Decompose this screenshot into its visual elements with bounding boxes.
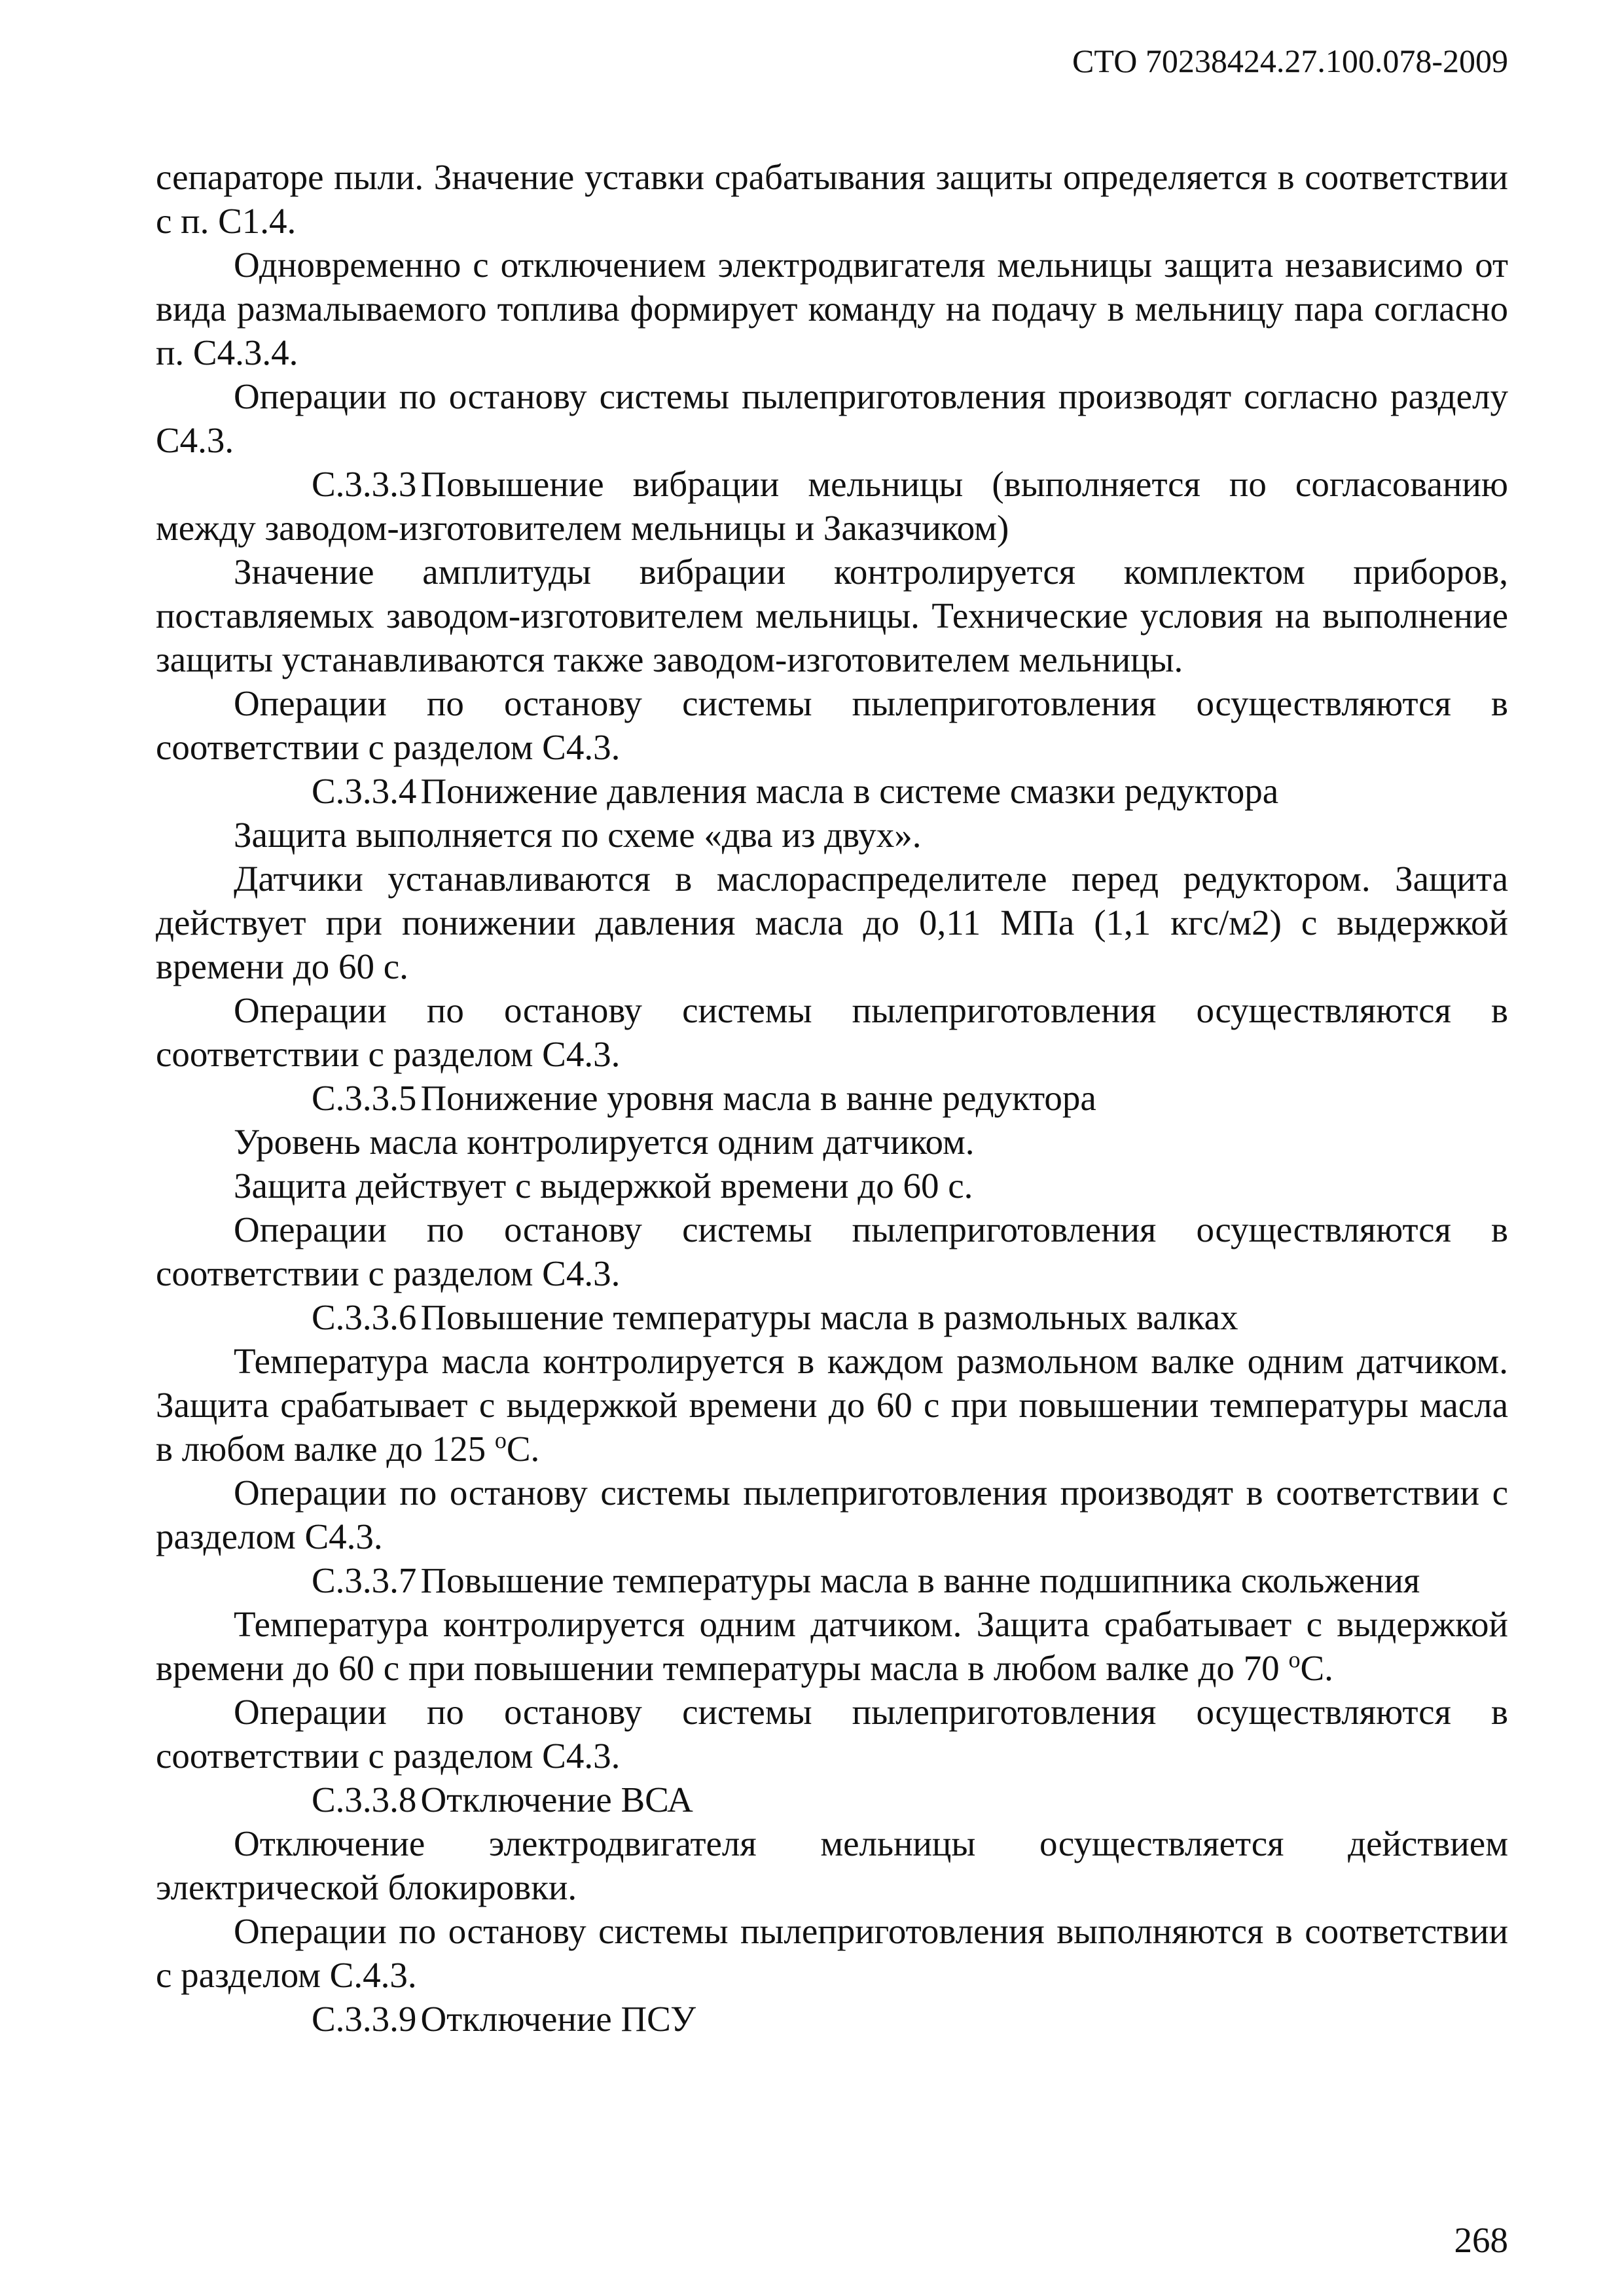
section-heading xyxy=(156,1778,1508,1821)
paragraph-text: Отключение электродвигателя мельницы осуществляется действием электрической блокировки. xyxy=(156,1823,1508,1907)
paragraph-text: Операции по останову системы пылеприготовления осуществляются в соответствии с разделом С4.3. xyxy=(156,1210,1508,1293)
paragraph-text: Значение амплитуды вибрации контролируется комплектом приборов, поставляемых заводом-изготовителем мельницы. Технические условия на выполнение защиты устанавливаются также заводом-изготовителем мельницы. xyxy=(156,552,1508,679)
section-heading xyxy=(156,1295,1508,1339)
section-heading xyxy=(156,1997,1508,2041)
section-number: С.3.3.9 xyxy=(312,1999,417,2039)
paragraph-text: Понижение уровня масла в ванне редуктора xyxy=(420,1078,1096,1118)
paragraph xyxy=(156,155,1508,243)
paragraph-text: Повышение вибрации мельницы (выполняется по согласованию между заводом-изготовителем мельницы и Заказчиком) xyxy=(156,464,1508,548)
paragraph xyxy=(156,813,1508,857)
section-heading xyxy=(156,1558,1508,1602)
paragraph xyxy=(156,1339,1508,1471)
paragraph-text: Понижение давления масла в системе смазки редуктора xyxy=(420,771,1279,811)
paragraph xyxy=(156,681,1508,769)
page-number: 268 xyxy=(1454,2220,1508,2260)
paragraph xyxy=(156,1909,1508,1997)
paragraph-text-tail: С. xyxy=(506,1429,540,1469)
paragraph-text: Одновременно с отключением электродвигателя мельницы защита независимо от вида размалываемого топлива формирует команду на подачу в мельницу пара согласно п. С4.3.4. xyxy=(156,245,1508,372)
paragraph-text: Повышение температуры масла в размольных валках xyxy=(420,1297,1238,1337)
section-number: С.3.3.4 xyxy=(312,771,417,811)
paragraph-text: Операции по останову системы пылеприготовления выполняются в соответствии с разделом С.4.3. xyxy=(156,1911,1508,1995)
section-number: С.3.3.5 xyxy=(312,1078,417,1118)
section-number: С.3.3.8 xyxy=(312,1780,417,1820)
document-code: СТО 70238424.27.100.078-2009 xyxy=(1072,43,1508,79)
paragraph-text: сепараторе пыли. Значение уставки срабатывания защиты определяется в соответствии с п. С1.4. xyxy=(156,157,1508,241)
paragraph-text: Отключение ВСА xyxy=(420,1780,693,1820)
paragraph xyxy=(156,1208,1508,1295)
paragraph-text: Уровень масла контролируется одним датчиком. xyxy=(234,1122,975,1162)
paragraph-text: Отключение ПСУ xyxy=(420,1999,696,2039)
paragraph-text: Датчики устанавливаются в маслораспределителе перед редуктором. Защита действует при понижении давления масла до 0,11 МПа (1,1 кгс/м2) с выдержкой времени до 60 с. xyxy=(156,859,1508,986)
paragraph-text: Температура масла контролируется в каждом размольном валке одним датчиком. Защита срабатывает с выдержкой времени до 60 с при повышении температуры масла в любом валке до 125 xyxy=(156,1341,1508,1469)
section-number: С.3.3.7 xyxy=(312,1560,417,1600)
paragraph xyxy=(156,1471,1508,1558)
paragraph-text: Операции по останову системы пылеприготовления производят в соответствии с разделом С4.3. xyxy=(156,1473,1508,1556)
section-number: С.3.3.3 xyxy=(312,464,417,504)
paragraph xyxy=(156,374,1508,462)
document-body xyxy=(156,155,1508,2041)
paragraph-text: Защита действует с выдержкой времени до 60 с. xyxy=(234,1166,973,1206)
paragraph xyxy=(156,857,1508,988)
section-heading xyxy=(156,769,1508,813)
paragraph-text: Операции по останову системы пылеприготовления производят согласно разделу С4.3. xyxy=(156,376,1508,460)
paragraph-text: Операции по останову системы пылеприготовления осуществляются в соответствии с разделом С4.3. xyxy=(156,1692,1508,1776)
paragraph-text-tail: С. xyxy=(1300,1648,1333,1688)
paragraph xyxy=(156,243,1508,374)
paragraph-text: Повышение температуры масла в ванне подшипника скольжения xyxy=(420,1560,1420,1600)
paragraph-text: Защита выполняется по схеме «два из двух». xyxy=(234,815,922,855)
paragraph xyxy=(156,1602,1508,1690)
degree-superscript: о xyxy=(1288,1646,1301,1673)
paragraph-text: Температура контролируется одним датчиком. Защита срабатывает с выдержкой времени до 60 с при повышении температуры масла в любом валке до 70 xyxy=(156,1604,1508,1688)
section-heading xyxy=(156,1076,1508,1120)
paragraph xyxy=(156,1164,1508,1208)
paragraph-text: Операции по останову системы пылеприготовления осуществляются в соответствии с разделом С4.3. xyxy=(156,990,1508,1074)
section-number: С.3.3.6 xyxy=(312,1297,417,1337)
paragraph xyxy=(156,1690,1508,1778)
degree-superscript: о xyxy=(494,1427,507,1454)
paragraph xyxy=(156,988,1508,1076)
paragraph xyxy=(156,550,1508,681)
paragraph-text: Операции по останову системы пылеприготовления осуществляются в соответствии с разделом С4.3. xyxy=(156,683,1508,767)
paragraph xyxy=(156,1821,1508,1909)
paragraph xyxy=(156,1120,1508,1164)
section-heading xyxy=(156,462,1508,550)
